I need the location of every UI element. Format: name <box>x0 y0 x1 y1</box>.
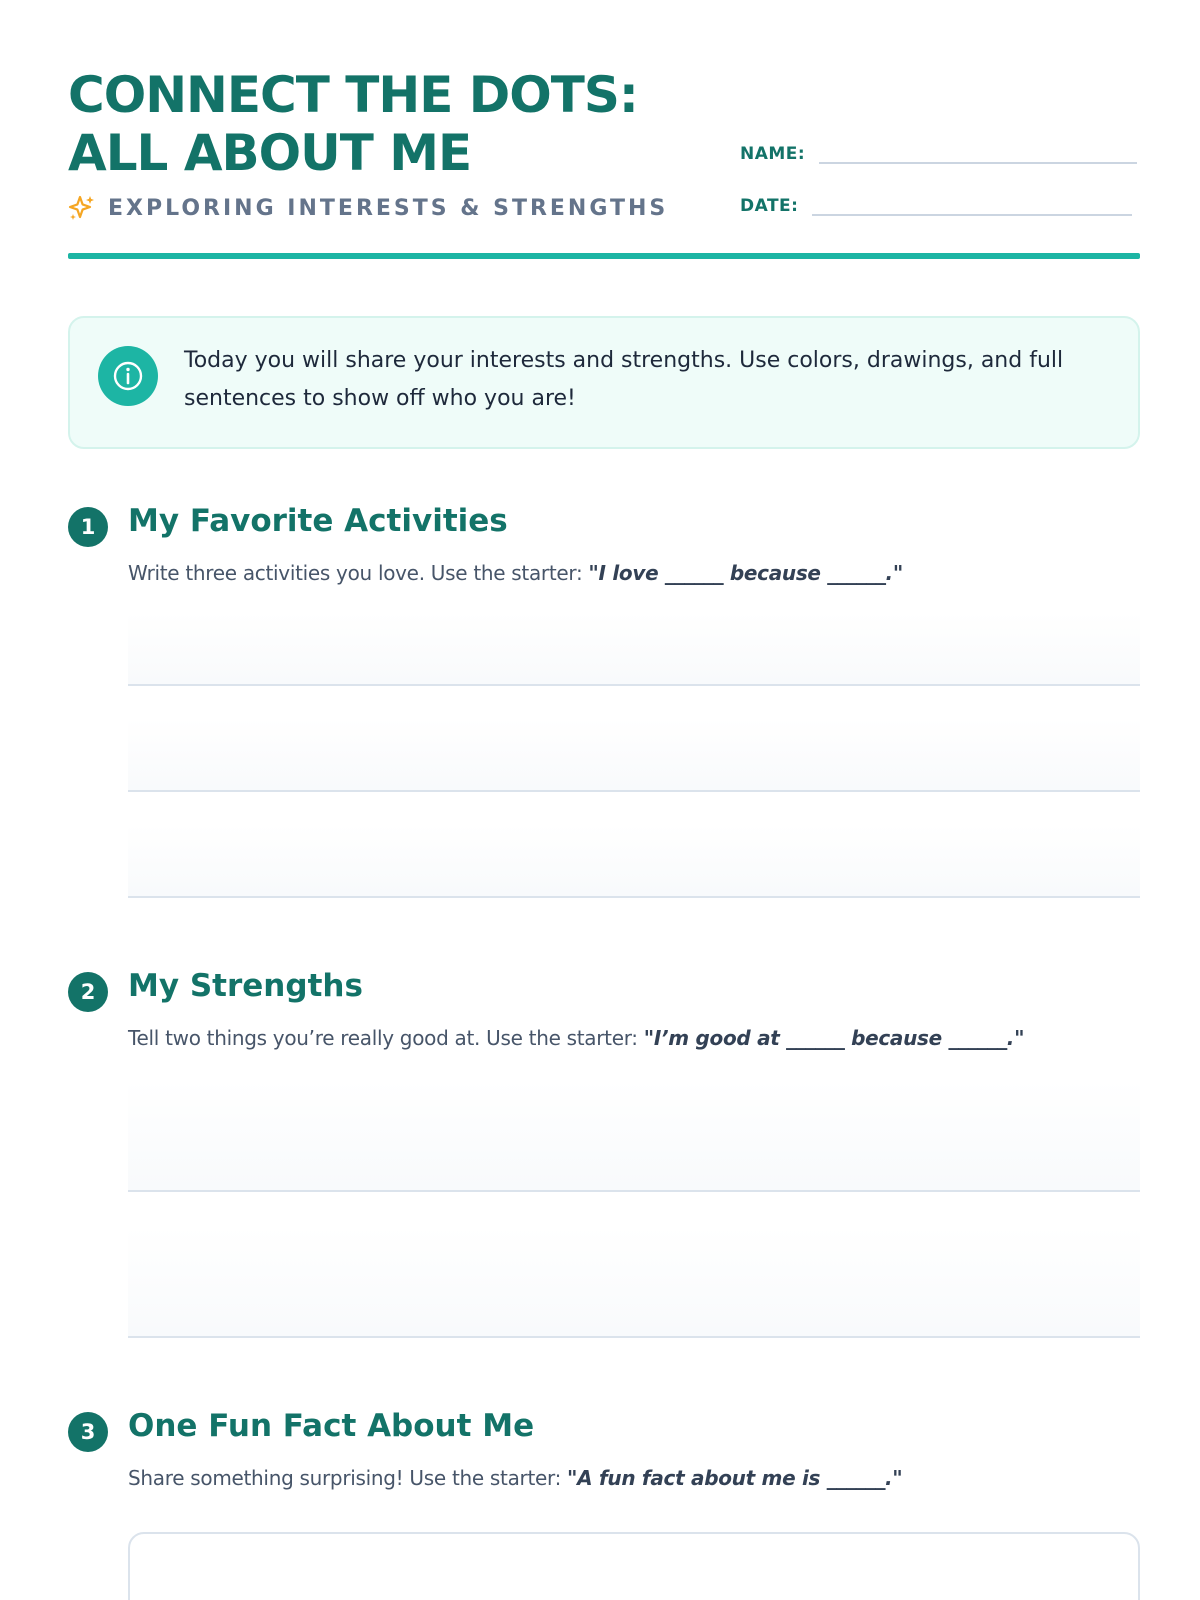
sparkle-icon <box>68 194 96 222</box>
sentence-starter: "I’m good at ______ because ______." <box>643 1026 1025 1050</box>
section-title: One Fun Fact About Me <box>128 1408 535 1444</box>
instruction-text: Share something surprising! Use the starter: <box>128 1466 562 1490</box>
info-icon <box>98 346 158 406</box>
section-number-badge: 2 <box>68 972 108 1012</box>
instruction-text: Write three activities you love. Use the starter: <box>128 561 583 585</box>
name-input-line[interactable] <box>819 162 1137 164</box>
name-label: NAME: <box>740 144 806 164</box>
section-title: My Favorite Activities <box>128 503 508 539</box>
header-divider <box>68 253 1140 259</box>
page-title: CONNECT THE DOTS: ALL ABOUT ME <box>68 66 638 182</box>
date-label: DATE: <box>740 196 799 216</box>
name-field[interactable] <box>740 144 1137 164</box>
section-instruction <box>128 561 903 585</box>
answer-line-1-3[interactable] <box>128 824 1140 898</box>
section-number-badge: 3 <box>68 1412 108 1452</box>
section-instruction <box>128 1466 902 1490</box>
fun-fact-answer-box[interactable] <box>128 1532 1140 1600</box>
sentence-starter: "A fun fact about me is ______." <box>567 1466 903 1490</box>
worksheet-header <box>68 66 1140 262</box>
section-number-badge: 1 <box>68 507 108 547</box>
date-input-line[interactable] <box>812 214 1132 216</box>
answer-line-2-2[interactable] <box>128 1226 1140 1338</box>
instruction-text: Tell two things you’re really good at. Use the starter: <box>128 1026 638 1050</box>
answer-line-2-1[interactable] <box>128 1080 1140 1192</box>
info-callout <box>68 316 1140 449</box>
answer-line-1-2[interactable] <box>128 718 1140 792</box>
date-field[interactable] <box>740 196 1132 216</box>
sentence-starter: "I love ______ because ______." <box>588 561 903 585</box>
subtitle-row <box>68 194 668 222</box>
answer-line-1-1[interactable] <box>128 612 1140 686</box>
section-title: My Strengths <box>128 968 363 1004</box>
info-text: Today you will share your interests and strengths. Use colors, drawings, and full sentences to show off who you are! <box>184 348 1064 411</box>
subtitle: EXPLORING INTERESTS & STRENGTHS <box>108 195 669 221</box>
section-instruction <box>128 1026 1024 1050</box>
